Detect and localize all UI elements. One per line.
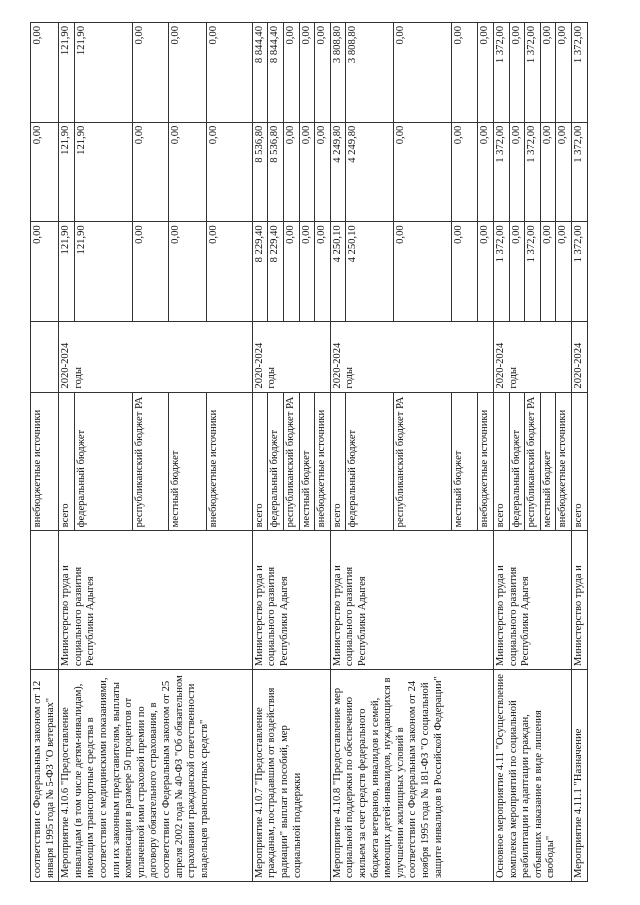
- value-cell: 121,90: [74, 122, 132, 222]
- source-cell: всего: [571, 392, 587, 531]
- source-cell: всего: [330, 392, 346, 531]
- value-cell: 4 250,10: [330, 222, 346, 322]
- value-cell: 1 372,00: [493, 222, 509, 322]
- program-events-table: [30, 22, 588, 882]
- value-cell: 0,00: [478, 23, 494, 123]
- source-cell: местный бюджет: [299, 392, 315, 531]
- source-cell: всего: [493, 392, 509, 531]
- value-cell: 0,00: [315, 122, 331, 222]
- value-cell: 8 229,40: [252, 222, 268, 322]
- value-cell: 0,00: [556, 222, 572, 322]
- period-cell: 2020-2024: [571, 321, 587, 392]
- value-cell: 0,00: [168, 222, 206, 322]
- value-cell: 0,00: [478, 122, 494, 222]
- value-cell: 0,00: [315, 23, 331, 123]
- source-cell: республиканский бюджет РА: [132, 392, 168, 531]
- value-cell: 121,90: [59, 23, 75, 123]
- source-cell: внебюджетные источники: [478, 392, 494, 531]
- value-cell: 121,90: [59, 122, 75, 222]
- value-cell: 0,00: [299, 122, 315, 222]
- value-cell: 0,00: [168, 23, 206, 123]
- value-cell: 0,00: [31, 23, 59, 123]
- event-cell: Мероприятие 4.10.6 "Предоставление инвалидам (в том числе детям-инвалидам), имеющим транспортные средства в соответствии с медицинскими показаниями, или их законным представителям, выплаты компенсации в размере 50 процентов от уплаченной ими страховой премии по договору обязательного страхования, в соответствии с Федеральным законом от 25 апреля 2002 года № 40-ФЗ "Об обязательном страховании гражданской ответственности владельцев транспортных средств": [59, 670, 253, 882]
- source-cell: всего: [252, 392, 268, 531]
- source-cell: внебюджетные источники: [206, 392, 252, 531]
- period-cell: 2020-2024 годы: [330, 321, 493, 392]
- value-cell: 0,00: [452, 23, 478, 123]
- value-cell: 0,00: [452, 122, 478, 222]
- event-cell: Мероприятие 4.10.8 "Предоставление мер социальной поддержки по обеспечению жильем за счет средств федерального бюджета ветеранов, инвалидов и семей, имеющих детей-инвалидов, нуждающихся в улучшении жилищных условий в соответствии с Федеральным законом от 24 ноября 1995 года № 181-ФЗ "О социальной защите инвалидов в Российской Федерации": [330, 670, 493, 882]
- value-cell: 1 372,00: [493, 23, 509, 123]
- value-cell: 0,00: [540, 23, 556, 123]
- value-cell: 8 536,80: [252, 122, 268, 222]
- value-cell: 121,90: [74, 222, 132, 322]
- value-cell: 121,90: [59, 222, 75, 322]
- responsible-cell: Министерство труда и социального развития Республики Адыгея: [330, 531, 493, 670]
- value-cell: 0,00: [509, 122, 525, 222]
- value-cell: 0,00: [283, 222, 299, 322]
- value-cell: 8 229,40: [268, 222, 284, 322]
- event-cell: соответствии с Федеральным законом от 12 января 1995 года № 5-ФЗ "О ветеранах": [31, 670, 59, 882]
- value-cell: 8 536,80: [268, 122, 284, 222]
- value-cell: 4 249,80: [330, 122, 346, 222]
- table-row: [252, 23, 268, 882]
- value-cell: 0,00: [509, 23, 525, 123]
- source-cell: федеральный бюджет: [346, 392, 394, 531]
- source-cell: республиканский бюджет РА: [525, 392, 541, 531]
- value-cell: 0,00: [206, 122, 252, 222]
- value-cell: 0,00: [299, 23, 315, 123]
- value-cell: 0,00: [283, 23, 299, 123]
- value-cell: 0,00: [299, 222, 315, 322]
- source-cell: внебюджетные источники: [315, 392, 331, 531]
- value-cell: 0,00: [394, 23, 452, 123]
- value-cell: 0,00: [283, 122, 299, 222]
- value-cell: 0,00: [315, 222, 331, 322]
- period-cell: 2020-2024 годы: [493, 321, 571, 392]
- value-cell: 3 808,80: [330, 23, 346, 123]
- period-cell: 2020-2024 годы: [59, 321, 253, 392]
- value-cell: 0,00: [509, 222, 525, 322]
- value-cell: 0,00: [556, 23, 572, 123]
- event-cell: Основное мероприятие 4.11 "Осуществление комплекса мероприятий по социальной реабилитации и адаптации граждан, отбывших наказание в виде лишения свободы": [493, 670, 571, 882]
- rotated-table-container: [30, 22, 610, 882]
- source-cell: республиканский бюджет РА: [283, 392, 299, 531]
- source-cell: местный бюджет: [168, 392, 206, 531]
- value-cell: 0,00: [132, 122, 168, 222]
- value-cell: 0,00: [478, 222, 494, 322]
- responsible-cell: Министерство труда и социального развития Республики Адыгея: [493, 531, 571, 670]
- value-cell: 0,00: [132, 222, 168, 322]
- source-cell: внебюджетные источники: [31, 392, 59, 531]
- value-cell: 4 249,80: [346, 122, 394, 222]
- source-cell: республиканский бюджет РА: [394, 392, 452, 531]
- period-cell: [31, 321, 59, 392]
- value-cell: 8 844,40: [252, 23, 268, 123]
- value-cell: 0,00: [394, 222, 452, 322]
- responsible-cell: [31, 531, 59, 670]
- value-cell: 0,00: [394, 122, 452, 222]
- table-row: [330, 23, 346, 882]
- source-cell: всего: [59, 392, 75, 531]
- table-row: [31, 23, 59, 882]
- value-cell: 4 250,10: [346, 222, 394, 322]
- table-row: [571, 23, 587, 882]
- value-cell: 1 372,00: [571, 23, 587, 123]
- responsible-cell: Министерство труда и социального развития Республики Адыгея: [59, 531, 253, 670]
- table-row: [59, 23, 75, 882]
- responsible-cell: Министерство труда и: [571, 531, 587, 670]
- value-cell: 121,90: [74, 23, 132, 123]
- responsible-cell: Министерство труда и социального развития Республики Адыгея: [252, 531, 330, 670]
- value-cell: 0,00: [168, 122, 206, 222]
- value-cell: 1 372,00: [525, 222, 541, 322]
- value-cell: 1 372,00: [571, 122, 587, 222]
- value-cell: 0,00: [556, 122, 572, 222]
- period-cell: 2020-2024 годы: [252, 321, 330, 392]
- source-cell: федеральный бюджет: [268, 392, 284, 531]
- value-cell: 0,00: [206, 222, 252, 322]
- value-cell: 1 372,00: [525, 122, 541, 222]
- source-cell: внебюджетные источники: [556, 392, 572, 531]
- value-cell: 0,00: [452, 222, 478, 322]
- value-cell: 0,00: [31, 122, 59, 222]
- value-cell: 1 372,00: [525, 23, 541, 123]
- value-cell: 0,00: [132, 23, 168, 123]
- source-cell: местный бюджет: [540, 392, 556, 531]
- event-cell: Мероприятие 4.11.1 "Назначение: [571, 670, 587, 882]
- value-cell: 1 372,00: [571, 222, 587, 322]
- source-cell: федеральный бюджет: [74, 392, 132, 531]
- source-cell: местный бюджет: [452, 392, 478, 531]
- value-cell: 0,00: [31, 222, 59, 322]
- value-cell: 3 808,80: [346, 23, 394, 123]
- table-row: [493, 23, 509, 882]
- value-cell: 0,00: [540, 222, 556, 322]
- value-cell: 0,00: [540, 122, 556, 222]
- value-cell: 1 372,00: [493, 122, 509, 222]
- value-cell: 8 844,40: [268, 23, 284, 123]
- value-cell: 0,00: [206, 23, 252, 123]
- event-cell: Мероприятие 4.10.7 "Предоставление гражданам, пострадавшим от воздействия радиации" выплат и пособий, мер социальной поддержки: [252, 670, 330, 882]
- source-cell: федеральный бюджет: [509, 392, 525, 531]
